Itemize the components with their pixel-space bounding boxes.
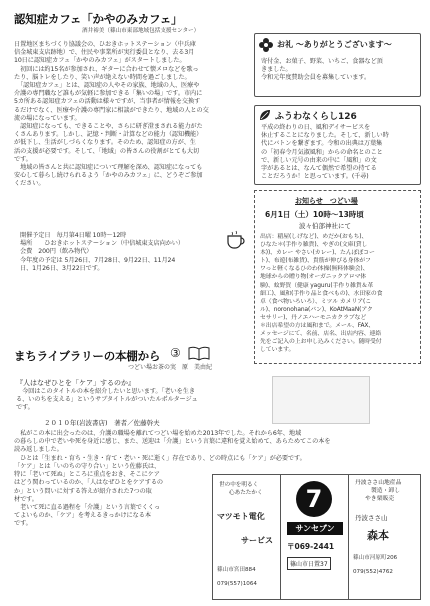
text-line: 材です。 [14,495,38,503]
fuwa-body [261,124,416,181]
ad-address: 篠山市宮田884 [217,567,256,573]
notice-date: 6月1日（土）10時～13時頃 [265,210,364,219]
text-line: ＊出店希望の方は風和まで。メール、FAX、 [260,323,375,330]
text-line: 安心して暮らし続けられるよう「かやのみカフェ」に、どうぞご参加 [14,172,203,180]
text-line: 験)、蚊野賀（健康 yaguru(手作り雑貨＆革 [260,282,374,289]
text-line: 活の支援が必要です。そして、「地域」の皆さんの役割がとても大切 [14,147,199,155]
ad-matsumoto [213,475,281,599]
notice-place: 波々伯部神社にて [299,222,351,230]
ad-tagline [219,481,263,497]
ad-address: 篠山市河原町206 [353,555,398,561]
library-body-2 [14,463,209,529]
library-title: まちライブラリーの本棚から [14,349,161,363]
text-line: 「ケア」とは「いのちの守り合い」という佐藤氏は、 [14,463,161,470]
text-line: 平成の終わりの日、風和デイサービスを [261,124,371,131]
schedule-dates: 今年度の予定は 5月26日、7月28日、9月22日、11月24 [20,256,176,264]
text-line: ことだろうか！と思っています。(千尋) [261,173,369,181]
text-line: てよいものか、「ケア」を考えるきっかけになる本 [14,512,151,520]
text-line: 細工)、風和(手作り品と食べもの)、水田家の食 [260,290,383,297]
text-line: るだけでなく、医療や介護の専門家に相談ができたり、地域の人との交 [14,106,209,114]
text-line: 日置地区まちづくり協議会の、ひおきホットステーション（中兵庫 [14,41,196,48]
text-line: 卓（食べ物いろいろ）、ミツル カメリア(こ [260,298,372,305]
text-line: の暮らしの中で老いや死を身近に感じ、また、送迎は「介護」という言葉に違和を覚え始めて、あらためてこの本を [14,438,331,446]
library-body [14,430,419,463]
library-intro [16,388,256,413]
notice-box [254,190,421,364]
cafe-byline: 酒井裕美（篠山市東部地域包括支援センター） [82,28,200,34]
text-line: セサリー)、丹ノエハーモニカクラブなど [260,314,367,321]
text-line: やき栗販売 [365,496,394,502]
text-line: ト)、布遊(布雑貨)、貴筋が伸びる身体がフ [260,258,371,265]
text-line: 読み返しました。 [14,446,63,454]
text-line: 10日に認知症カフェ「かやのみカフェ」がスタートしました。 [14,57,186,65]
text-line: 地域の皆さんと共に認知症について理解を深め、認知症になっても [14,164,203,172]
cafe-schedule [20,232,250,273]
thanks-title: お礼 ～ありがとうございます～ [277,40,392,49]
text-line: 字があるとは、なんて偶然で希望の持てる [261,165,377,173]
text-line: 本))、カレー やさい(カレー)、たんぽぽコー [260,250,375,257]
text-line: ワっと軽くなるひのわ体操(無料体験会)、 [260,266,369,273]
text-line: 寄付金、お菓子、野菜、いちご、食器など頂 [261,58,383,65]
coffee-cup-icon [226,230,248,250]
ad-name: 森本 [367,529,389,542]
ad-sub: 丹波ささ山 [355,514,388,522]
ad-morimoto [349,475,420,599]
notice-items [260,233,417,354]
ad-top [355,479,401,503]
text-line: です。 [14,520,32,528]
book-icon [188,345,210,361]
text-line: です。 [16,404,34,412]
text-line: 信金城東支店跡地）で、住民や事業所が実行委員となり、去る3月 [14,49,195,57]
text-line: 地球からの贈り物(オーガニックアロマ体 [260,274,367,281]
text-line: 世の中を明るく [219,482,259,488]
text-line: 介護の専門職など誰もが気軽に参加できる「集いの場」です。市内に [14,90,203,98]
text-line: で、新しい元号の由来の中に「風和」の文 [261,156,377,164]
text-line: 流の場になっています。 [14,114,81,122]
ad-logo [296,481,332,517]
library-number: ③ [170,346,181,360]
flower-icon [258,37,274,53]
book-info: ２０１０年(岩波書店) 著者／佐藤幹夫 [44,419,160,427]
text-line: 先をご記入の上お申し込みください。随時受付 [260,339,382,346]
ad-name: サンセブン [287,522,343,535]
text-line: 老いて死に直る過程を「介護」という言葉でくくっ [14,504,160,512]
ads-box [212,474,421,600]
text-line: ひなた＊(手作り雑貨)、やぎの(文庫(貸し [260,242,368,249]
ad-phone: 079(552)4762 [353,569,393,575]
text-line: くさんあります。しかし、記憶・判断・計算などの能力（認知機能） [14,131,203,139]
text-line: 休止することになりました。そして、新しい時 [261,132,389,140]
cafe-body [14,41,246,189]
schedule-dates-2: 日、1月26日、3月22日です。 [20,264,104,272]
text-line: る、いのちを支える」というサブタイトルがついたルポルタージュ [16,396,198,404]
text-line: 5カ所ある認知症カフェの活動は様々ですが、当事者が情報を交換す [14,98,201,106]
text-line: か」という問いに対する答えが紹介された7つの取 [14,487,152,495]
schedule-fee: 会費 200円（飲み物代） [20,248,93,256]
schedule-place: 場所 ひおきホットステーション（中信城東支店向かい） [20,240,184,248]
text-line: 代にバトンを繋ぎます。令和の出典は万葉集 [261,140,383,148]
book-title: 『人はなぜひとを「ケア」するのか』 [16,379,135,387]
logo-text: 7 [305,485,323,513]
ad-phone: 079(557)1064 [217,581,257,587]
ad-phone: 〒069-2441 [287,542,335,551]
text-line: 丹波ささ山地産品 [355,480,402,486]
text-line: たり、脳トレをしたり、笑い声が絶えない時間を過ごしました。 [14,73,191,81]
cafe-title: 認知症カフェ「かやのみカフェ」 [14,12,183,26]
text-line: 私がこの本に出会ったのは、介護の職場を離れてつどい場を始めた2013年でした。それから6年、地域 [14,430,302,437]
ad-address: 篠山市日置37 [287,557,331,570]
text-line: 出店：稲屋(しげなど)、めだか(おもち)、 [260,234,368,240]
text-line: ル)、noronohana(パン)、KoAtMaaN(アク [260,306,373,313]
ad-name: マツモト電化 [217,512,265,521]
text-line: の「初春令月気淑風和」からの命名とのこと [261,148,383,156]
text-line: 初回には約15名が参加され、ギターに合わせて懐メロなどを歌っ [14,65,199,73]
ad-sub: サービス [241,536,273,545]
text-line: 令和元年度賛助会員を募集しています。 [261,74,371,82]
text-line: はどう関わっているのか、「人はなぜひとをケアするの [14,479,164,487]
thanks-box [254,33,421,97]
text-line: です。 [14,155,32,163]
ad-sunseven [281,475,349,599]
text-line: 特に「老いて死ぬ」ところに重点をおき、そこにケア [14,471,160,479]
schedule-date: 開催予定日 毎月第4日曜 10時～12時 [20,232,127,239]
text-line: 製造・卸し [371,488,400,494]
leaf-icon [258,108,272,122]
text-line: しています。 [260,347,295,354]
text-line: 「認知症カフェ」とは、認知症の人やその家族、地域の人、医療や [14,82,200,90]
library-byline: つどい場お茶の実 原 美由紀 [128,364,213,371]
text-line: 今回はこのタイトルの本を紹介したいと思います。「老いを生き [16,388,195,395]
fuwa-title: ふうわなくらし126 [275,112,357,122]
text-line: ください。 [14,180,45,188]
text-line: 心あたたかく [229,490,263,496]
thanks-body [261,58,416,83]
text-line: が低下し、生活がしづらくなります。そのため、認知症の方が、生 [14,139,196,147]
notice-header: お知らせ つどい場 [295,197,358,205]
text-line: ひとは「生まれ・育ち・生き・育て・老い・死に逝く」存在であり、どの時点にも「ケア」が必要です。 [14,454,306,462]
text-line: きました。 [261,66,292,74]
book-cover-image [272,376,370,424]
text-line: 認知症になっても、できることや、さらに研ぎ澄まされる能力がた [14,123,203,131]
text-line: メッセージにて、名前、店名、出店内容、連絡 [260,331,382,338]
fuwa-box [254,105,421,185]
